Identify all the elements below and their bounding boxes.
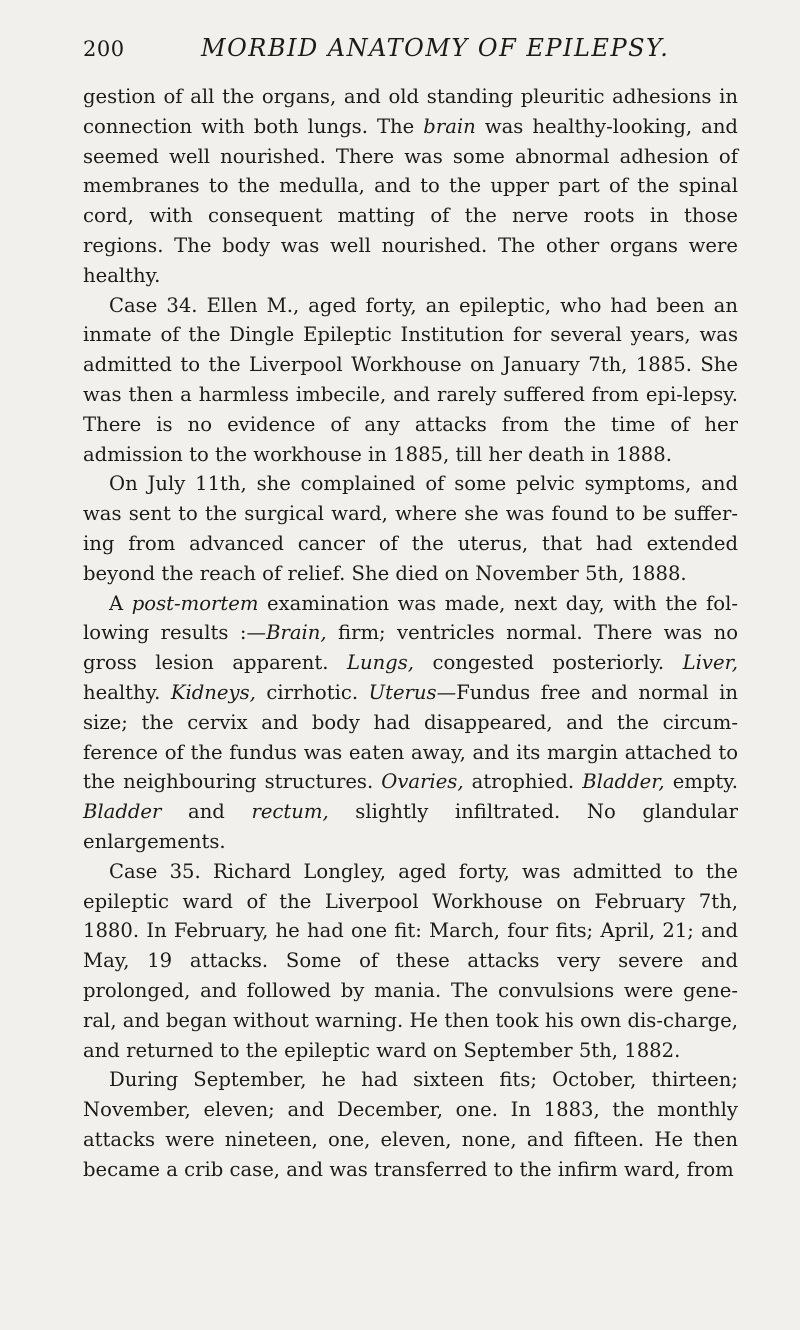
text-run: atrophied.: [463, 770, 583, 794]
italic-term: Kidneys,: [170, 680, 256, 704]
italic-term: post-mortem: [131, 591, 259, 615]
text-run: On July 11th, she complained of some pelvic symptoms, and was sent to the surgical ward, where she was found to be suffer-ing from advanced cancer of the uterus, that had extended beyond the reach of relief. She died on November 5th, 1888.: [83, 472, 738, 585]
paragraph: [83, 291, 738, 470]
italic-term: brain: [423, 114, 476, 138]
italic-term: rectum,: [251, 800, 329, 824]
paragraph: [83, 589, 738, 857]
text-run: During September, he had sixteen fits; October, thirteen; November, eleven; and December, one. In 1883, the monthly attacks were nineteen, one, eleven, none, and fifteen. He then became a crib case, and was transferred to the infirm ward, from: [83, 1068, 738, 1181]
italic-term: Liver,: [682, 651, 739, 675]
italic-term: Bladder: [83, 800, 162, 824]
text-run: gestion of all the organs, and old standing pleuritic adhesions in connection with both lungs. The: [83, 85, 738, 138]
text-run: A: [109, 591, 132, 615]
paragraph: [83, 857, 738, 1066]
text-run: and: [161, 800, 252, 824]
italic-term: Brain,: [266, 621, 327, 645]
italic-term: Ovaries,: [381, 770, 464, 794]
text-run: Case 35. Richard Longley, aged forty, was admitted to the epileptic ward of the Liverpool Workhouse on February 7th, 1880. In February, he had one fit: March, four fits; April, 21; and May, 19 attacks. Some of these attacks very severe and prolonged, and followed by mania. The convulsions were gene-ral, and began without warning. He then took his own dis-charge, and returned to the epileptic ward on September 5th, 1882.: [83, 859, 738, 1062]
paragraph: [83, 82, 738, 291]
text-run: cirrhotic.: [255, 680, 369, 704]
text-run: firm; ventricles normal. There was no gross lesion apparent.: [83, 621, 738, 675]
paragraph: [83, 1065, 738, 1184]
italic-term: Lungs,: [346, 651, 415, 675]
text-run: examination was made, next day, with the fol-lowing results :—: [83, 591, 738, 645]
italic-term: Bladder,: [582, 770, 665, 794]
page-number: 200: [83, 37, 125, 61]
text-run: empty.: [664, 770, 739, 794]
text-run: congested posteriorly.: [414, 651, 683, 675]
text-run: —Fundus free and normal in size; the cervix and body had disappeared, and the circum-ference of the fundus was eaten away, and its margin attached to the neighbouring structures.: [83, 680, 739, 794]
running-head: [83, 34, 738, 74]
text-run: Case 34. Ellen M., aged forty, an epileptic, who had been an inmate of the Dingle Epileptic Institution for several years, was admitted to the Liverpool Workhouse on January 7th, 1885. She was then a harmless imbecile, and rarely suffered from epi-lepsy. There is no evidence of any attacks from the time of her admission to the workhouse in 1885, till her death in 1888.: [83, 293, 738, 466]
italic-term: Uterus: [368, 680, 437, 704]
running-title: MORBID ANATOMY OF EPILEPSY.: [201, 34, 670, 62]
body-text: [83, 82, 738, 1184]
text-run: was healthy-looking, and seemed well nourished. There was some abnormal adhesion of membranes to the medulla, and to the upper part of the spinal cord, with consequent matting of the nerve roots in those regions. The body was well nourished. The other organs were healthy.: [83, 114, 738, 287]
text-run: slightly infiltrated. No glandular enlargements.: [83, 800, 738, 853]
text-run: healthy.: [83, 680, 171, 704]
paragraph: [83, 469, 738, 588]
